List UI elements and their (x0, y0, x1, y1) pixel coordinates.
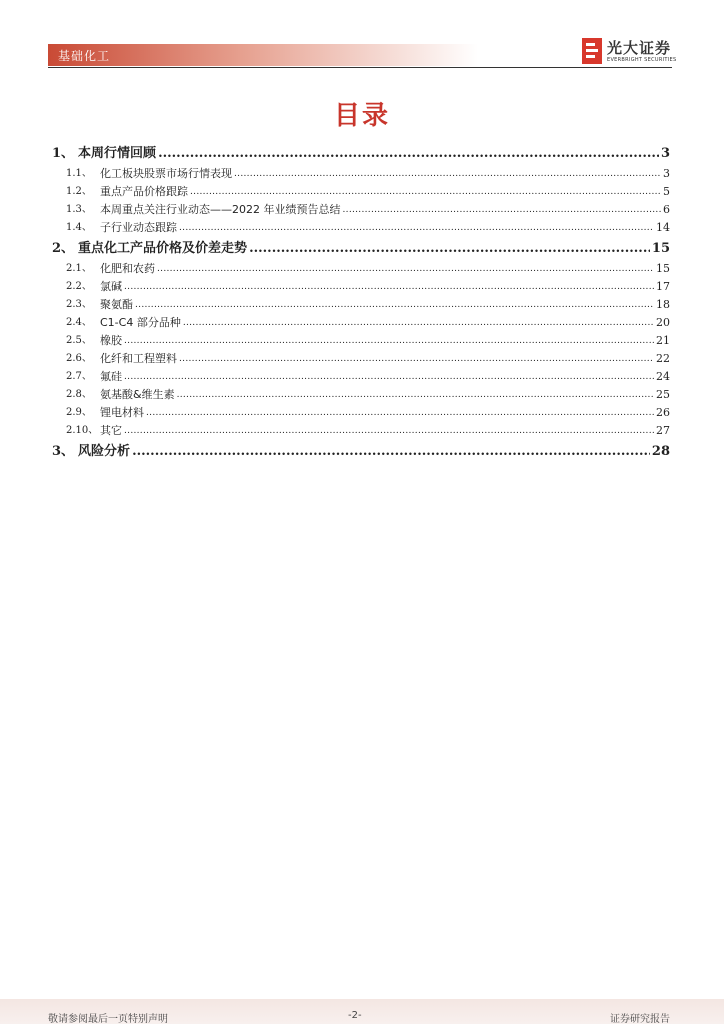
toc-entry-section[interactable] (52, 332, 670, 350)
toc-leader-dots (158, 142, 659, 165)
toc-entry-page: 21 (656, 334, 670, 347)
toc-entry-page: 15 (651, 241, 670, 256)
toc-entry-chapter[interactable] (52, 142, 670, 165)
toc-entry-page: 5 (663, 185, 670, 198)
toc-entry-page: 15 (656, 262, 670, 275)
toc-entry-page: 20 (656, 316, 670, 329)
toc-entry-page: 3 (660, 146, 670, 161)
footer-page-number: -2- (348, 1010, 362, 1021)
logo-text-en: EVERBRIGHT SECURITIES (607, 57, 677, 63)
toc-entry-section[interactable] (52, 165, 670, 183)
toc-entry-page: 22 (656, 352, 670, 365)
toc-leader-dots (183, 314, 654, 332)
toc-title: 目录 (333, 101, 390, 131)
toc-entry-label: 重点产品价格跟踪 (100, 185, 188, 198)
toc-entry-label: 化肥和农药 (100, 262, 155, 275)
toc-leader-dots (132, 440, 650, 463)
toc-entry-section[interactable] (52, 260, 670, 278)
toc-entry-number: 2.7、 (66, 371, 92, 382)
header-section-title: 基础化工 (58, 49, 111, 63)
toc-entry-page: 17 (656, 280, 670, 293)
toc-entry-number: 2.10、 (66, 425, 99, 436)
toc-entry-label: 橡胶 (100, 334, 122, 347)
toc-entry-label: 本周重点关注行业动态——2022 年业绩预告总结 (100, 203, 341, 216)
toc-entry-page: 26 (656, 406, 670, 419)
toc-entry-page: 24 (656, 370, 670, 383)
toc-leader-dots (234, 165, 661, 183)
toc-entry-label: 聚氨酯 (100, 298, 133, 311)
toc-entry-label: 氨基酸&维生素 (100, 388, 175, 401)
toc-entry-number: 3、 (52, 444, 75, 459)
header-section-band (48, 44, 478, 66)
toc-entry-section[interactable] (52, 386, 670, 404)
toc-leader-dots (146, 404, 654, 422)
toc-entry-section[interactable] (52, 219, 670, 237)
toc-entry-number: 2.9、 (66, 407, 92, 418)
toc-leader-dots (157, 260, 654, 278)
toc-entry-label: 化纤和工程塑料 (100, 352, 177, 365)
toc-leader-dots (177, 386, 654, 404)
toc-entry-number: 2.6、 (66, 353, 92, 364)
toc-entry-number: 2.2、 (66, 281, 92, 292)
toc-entry-chapter[interactable] (52, 237, 670, 260)
toc-entry-label: 化工板块股票市场行情表现 (100, 167, 232, 180)
toc-entry-section[interactable] (52, 422, 670, 440)
logo-text-cn: 光大证券 (607, 39, 672, 57)
toc-entry-page: 28 (651, 444, 670, 459)
toc-leader-dots (124, 368, 654, 386)
toc-entry-page: 14 (656, 221, 670, 234)
toc-entry-section[interactable] (52, 278, 670, 296)
toc-entry-number: 1.2、 (66, 186, 92, 197)
toc-entry-number: 2.8、 (66, 389, 92, 400)
toc-entry-number: 2.5、 (66, 335, 92, 346)
toc-entry-label: C1-C4 部分品种 (100, 316, 181, 329)
toc-entry-number: 2.3、 (66, 299, 92, 310)
toc-entry-section[interactable] (52, 314, 670, 332)
toc-entry-section[interactable] (52, 404, 670, 422)
toc-entry-section[interactable] (52, 201, 670, 219)
toc-entry-number: 2.1、 (66, 263, 92, 274)
toc-entry-number: 1、 (52, 146, 75, 161)
toc-entry-number: 1.1、 (66, 168, 92, 179)
toc-entry-label: 氯碱 (100, 280, 122, 293)
footer-report-type: 证券研究报告 (610, 1014, 670, 1025)
toc-entry-section[interactable] (52, 296, 670, 314)
toc-leader-dots (190, 183, 661, 201)
header-divider (48, 67, 672, 68)
toc-leader-dots (135, 296, 654, 314)
footer-disclaimer: 敬请参阅最后一页特别声明 (48, 1014, 168, 1025)
toc-entry-number: 2.4、 (66, 317, 92, 328)
toc-leader-dots (179, 219, 654, 237)
toc-entry-number: 1.3、 (66, 204, 92, 215)
toc-entry-page: 6 (663, 203, 670, 216)
table-of-contents (52, 142, 670, 463)
toc-entry-section[interactable] (52, 183, 670, 201)
toc-entry-number: 2、 (52, 241, 75, 256)
toc-entry-page: 18 (656, 298, 670, 311)
toc-entry-section[interactable] (52, 368, 670, 386)
toc-entry-label: 锂电材料 (100, 406, 144, 419)
toc-entry-chapter[interactable] (52, 440, 670, 463)
toc-entry-label: 其它 (100, 424, 122, 437)
toc-leader-dots (124, 422, 654, 440)
toc-entry-page: 3 (663, 167, 670, 180)
toc-entry-section[interactable] (52, 350, 670, 368)
toc-leader-dots (124, 332, 654, 350)
toc-entry-page: 27 (656, 424, 670, 437)
toc-entry-page: 25 (656, 388, 670, 401)
toc-entry-label: 重点化工产品价格及价差走势 (78, 241, 248, 256)
toc-entry-label: 风险分析 (78, 444, 131, 459)
toc-leader-dots (179, 350, 654, 368)
toc-entry-label: 子行业动态跟踪 (100, 221, 177, 234)
everbright-logo-icon (582, 38, 602, 64)
toc-leader-dots (249, 237, 650, 260)
toc-leader-dots (343, 201, 662, 219)
toc-entry-label: 本周行情回顾 (78, 146, 157, 161)
toc-entry-number: 1.4、 (66, 222, 92, 233)
toc-leader-dots (124, 278, 654, 296)
toc-entry-label: 氟硅 (100, 370, 122, 383)
